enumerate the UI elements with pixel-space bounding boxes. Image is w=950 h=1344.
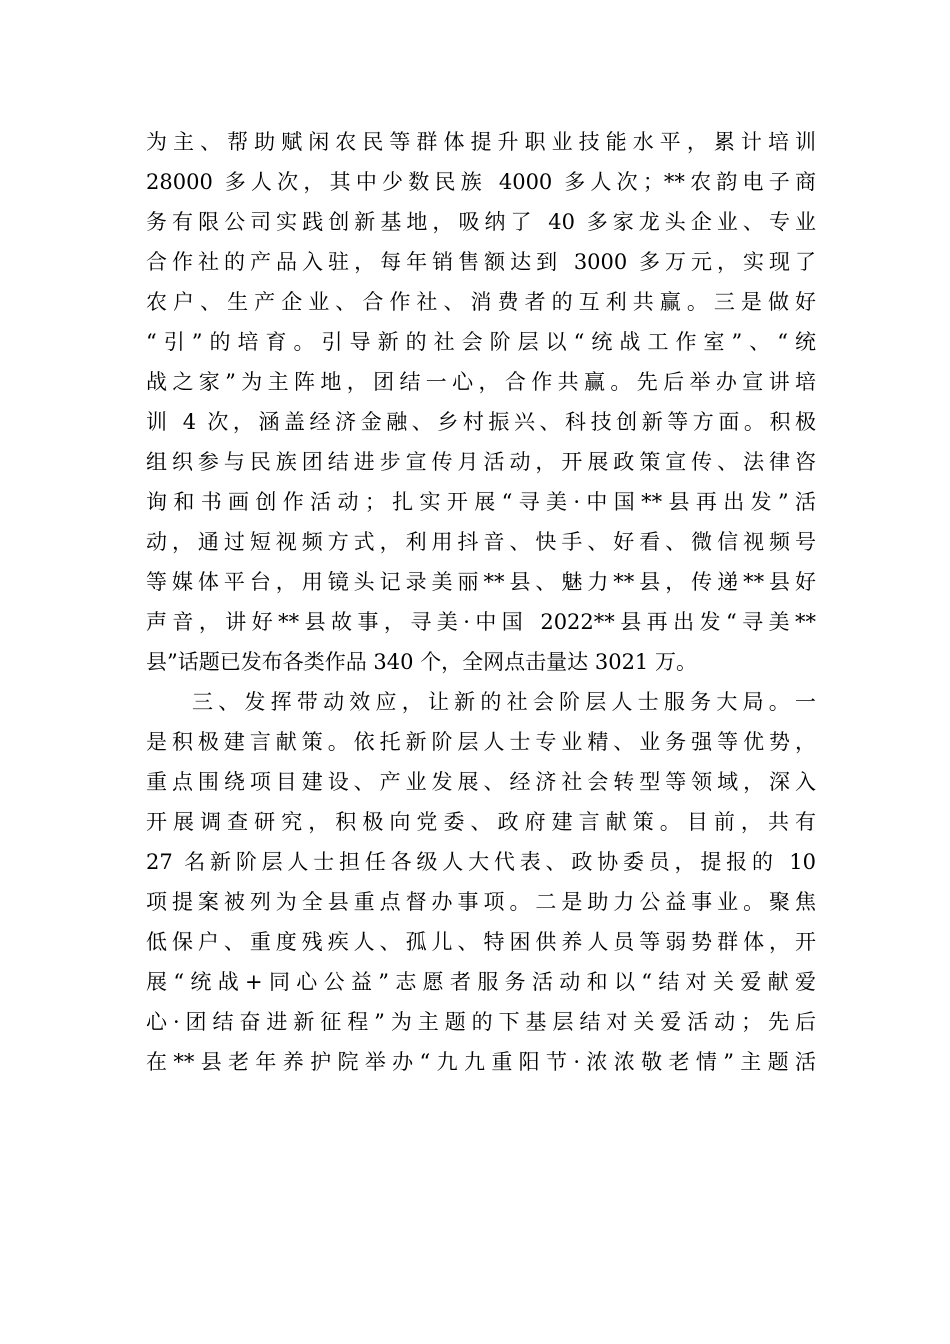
text-line: 展“统战+同心公益”志愿者服务活动和以“结对关爱献爱 [146,970,816,994]
text-line: 重点围绕项目建设、产业发展、经济社会转型等领域，深入 [146,770,816,794]
text-line: 农户、生产企业、合作社、消费者的互利共赢。三是做好 [146,290,816,314]
text-line: “引”的培育。引导新的社会阶层以“统战工作室”、“统 [146,330,816,354]
text-line: 战之家”为主阵地，团结一心，合作共赢。先后举办宣讲培 [146,370,816,394]
text-line: 项提案被列为全县重点督办事项。二是助力公益事业。聚焦 [146,890,816,914]
document-body [146,122,816,1082]
text-line: 为主、帮助赋闲农民等群体提升职业技能水平，累计培训 [146,130,816,154]
text-line: 训 4 次，涵盖经济金融、乡村振兴、科技创新等方面。积极 [146,410,816,434]
text-line: 县”话题已发布各类作品 340 个，全网点击量达 3021 万。 [146,650,697,674]
text-line: 是积极建言献策。依托新阶层人士专业精、业务强等优势， [146,730,816,754]
paragraph-1 [146,122,816,682]
text-line: 开展调查研究，积极向党委、政府建言献策。目前，共有 [146,810,816,834]
text-line: 在**县老年养护院举办“九九重阳节·浓浓敬老情”主题活 [146,1050,816,1074]
text-line: 合作社的产品入驻，每年销售额达到 3000 多万元，实现了 [146,250,816,274]
text-line: 组织参与民族团结进步宣传月活动，开展政策宣传、法律咨 [146,450,816,474]
text-line: 27 名新阶层人士担任各级人大代表、政协委员，提报的 10 [146,850,816,874]
text-line: 低保户、重度残疾人、孤儿、特困供养人员等弱势群体，开 [146,930,816,954]
text-line: 心·团结奋进新征程”为主题的下基层结对关爱活动；先后 [146,1010,816,1034]
text-line: 询和书画创作活动；扎实开展“寻美·中国**县再出发”活 [146,490,816,514]
text-line: 务有限公司实践创新基地，吸纳了 40 多家龙头企业、专业 [146,210,816,234]
paragraph-2 [146,682,816,1082]
text-line: 声音，讲好**县故事，寻美·中国 2022**县再出发“寻美** [146,610,816,634]
text-line: 动，通过短视频方式，利用抖音、快手、好看、微信视频号 [146,530,816,554]
text-line: 等媒体平台，用镜头记录美丽**县、魅力**县，传递**县好 [146,570,816,594]
text-line: 28000 多人次，其中少数民族 4000 多人次；**农韵电子商 [146,170,816,194]
text-line: 三、发挥带动效应，让新的社会阶层人士服务大局。一 [192,690,816,714]
